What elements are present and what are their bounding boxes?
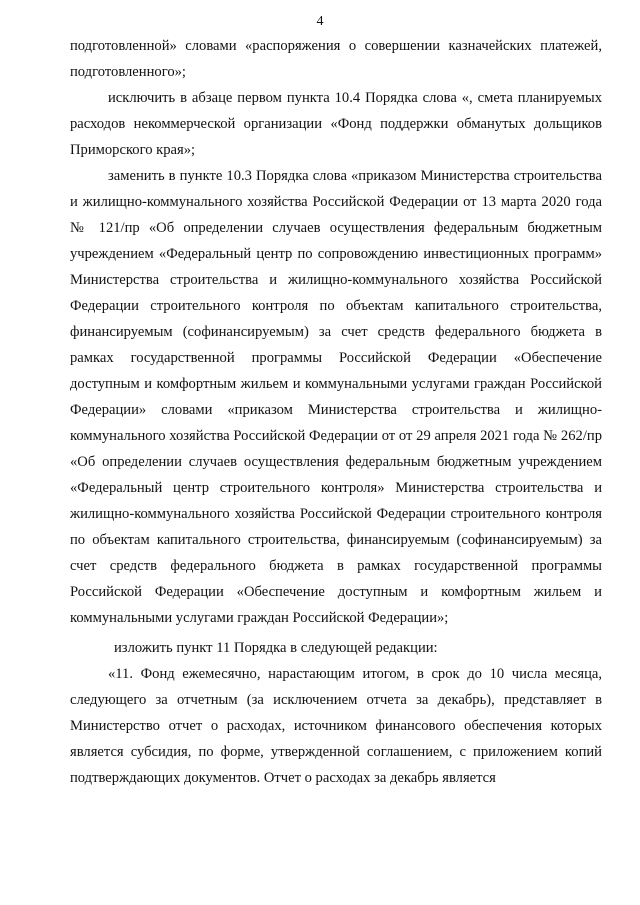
paragraph-restate-11: изложить пункт 11 Порядка в следующей редакции: xyxy=(114,640,438,656)
paragraph-exclude-10-4: исключить в абзаце первом пункта 10.4 Порядка слова «, смета планируемых расходов некоммерческой организации «Фонд поддержки обманутых дольщиков Приморского края»; xyxy=(70,90,602,158)
paragraph-clause-11: «11. Фонд ежемесячно, нарастающим итогом, в срок до 10 числа месяца, следующего за отчетным (за исключением отчета за декабрь), представляет в Министерство отчет о расходах, источником финансового обеспечения которых является субсидия, по форме, утвержденной соглашением, с приложением копий подтверждающих документов. Отчет о расходах за декабрь является xyxy=(70,666,602,786)
paragraph-replace-10-3: заменить в пункте 10.3 Порядка слова «приказом Министерства строительства и жилищно-коммунального хозяйства Российской Федерации от 13 марта 2020 года № 121/пр «Об определении случаев осуществления федеральным бюджетным учреждением «Федеральный центр по сопровождению инвестиционных программ» Министерства строительства и жилищно-коммунального хозяйства Российской Федерации строительного контроля по объектам капитального строительства, финансируемым (софинансируемым) за счет средств федерального бюджета в рамках государственной программы Российской Федерации «Обеспечение доступным и комфортным жильем и коммунальными услугами граждан Российской Федерации» словами «приказом Министерства строительства и жилищно-коммунального хозяйства Российской Федерации от от 29 апреля 2021 года № 262/пр «Об определении случаев осуществления федеральным бюджетным учреждением «Федеральный центр строительного контроля» Министерства строительства и жилищно-коммунального хозяйства Российской Федерации строительного контроля по объектам капитального строительства, финансируемым (софинансируемым) за счет средств федерального бюджета в рамках государственной программы Российской Федерации «Обеспечение доступным и комфортным жильем и коммунальными услугами граждан Российской Федерации»; xyxy=(70,168,602,626)
paragraph-continuation: подготовленной» словами «распоряжения о совершении казначейских платежей, подготовленного»; xyxy=(70,38,602,80)
page-number: 4 xyxy=(316,14,324,29)
document-body xyxy=(70,33,602,791)
